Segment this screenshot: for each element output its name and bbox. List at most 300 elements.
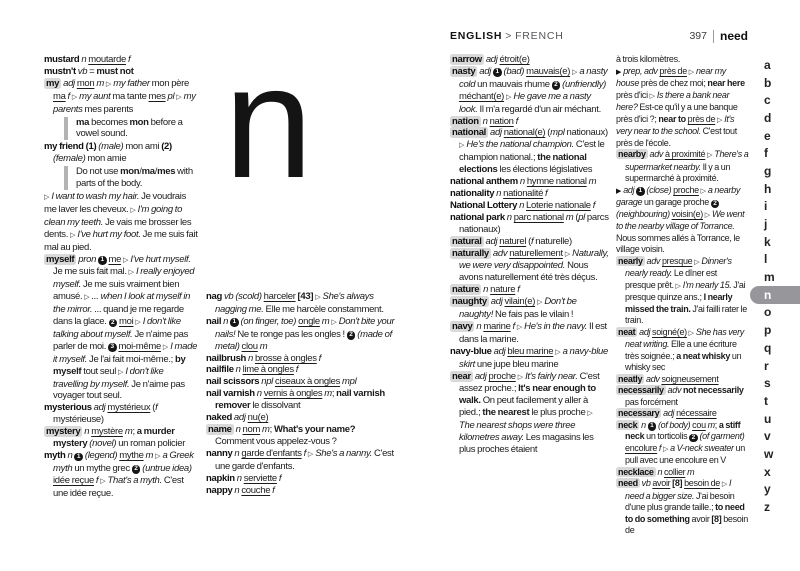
seg-num: 2 [132, 465, 141, 474]
dictionary-entry [206, 291, 396, 316]
dictionary-entry [450, 212, 610, 236]
seg-b: to need to do something [625, 502, 745, 524]
alphabet-tab-y[interactable]: y [764, 482, 771, 497]
seg-hw: (2) [161, 141, 172, 153]
seg-ex: I'm going to clean my teeth. [44, 203, 183, 228]
seg-fr: naturel [499, 235, 527, 247]
seg-hw: nail [206, 315, 222, 327]
seg-pos: n [221, 315, 231, 327]
seg-tx: / [154, 166, 158, 178]
seg-tri: ▷ [721, 481, 728, 488]
seg-fr: harceler [263, 291, 296, 302]
seg-hw: mustard [44, 54, 80, 65]
seg-b: mon [120, 166, 140, 178]
seg-pos: n [232, 484, 242, 496]
seg-fr: besoin de [684, 478, 721, 488]
seg-hwh: nation [452, 115, 479, 127]
seg-ex: Don't bite your nails! [215, 315, 395, 340]
seg-ex: She's always nagging me. [215, 291, 374, 315]
seg-ex: a navy-blue skirt [459, 345, 608, 370]
seg-fr: Loterie nationale [526, 199, 591, 211]
seg-ex: I'm nearly 15. [680, 279, 734, 290]
seg-ex: I don't like talking about myself. [53, 316, 181, 340]
seg-tx: with parts of the body. [76, 166, 193, 190]
seg-fr: vilain(e) [504, 296, 536, 308]
seg-hwh: nature [452, 284, 480, 296]
dictionary-entry [450, 127, 610, 176]
seg-ex: (female) [53, 153, 88, 165]
seg-g: f [657, 442, 663, 453]
seg-ex: I don't like travelling by myself. [53, 365, 164, 390]
seg-hwh: necessarily [618, 385, 664, 395]
seg-hwh: need [618, 478, 638, 488]
seg-hw: napkin [206, 472, 235, 484]
alphabet-tab-e[interactable]: e [764, 128, 771, 143]
seg-tx: ; [714, 419, 719, 430]
alphabet-tab-s[interactable]: s [764, 376, 771, 391]
seg-pos: prep, adv [621, 65, 660, 76]
seg-tx: Elle a une écriture très soignée.; [625, 339, 737, 361]
seg-g: f [316, 352, 321, 364]
seg-tri: ▷ [307, 450, 314, 458]
seg-b: mon [129, 116, 149, 128]
seg-fr: marine [483, 320, 511, 332]
seg-b: near here [707, 78, 745, 88]
seg-ex: (of body) [657, 419, 693, 430]
seg-tri: ▷ [331, 318, 337, 326]
seg-tx: Je n'aime pas voyager tout seul. [53, 378, 185, 402]
seg-tx: ma tante [112, 90, 149, 102]
seg-b: What's your name? [273, 423, 356, 435]
alphabet-tab-i[interactable]: i [764, 199, 768, 214]
seg-pos: adj [483, 235, 500, 247]
seg-ex: a nearby garage [616, 184, 741, 207]
dictionary-entry [206, 485, 396, 497]
seg-pos: n [655, 466, 664, 477]
seg-tx: un whisky sec [625, 350, 742, 372]
dictionary-entry [206, 448, 396, 473]
seg-num: 2 [109, 319, 118, 328]
seg-pos: adj [91, 402, 108, 414]
seg-fr: encolure [625, 442, 658, 453]
alphabet-tab-b[interactable]: b [764, 75, 772, 90]
seg-tx: ( [545, 127, 551, 139]
seg-g: f [65, 90, 72, 102]
seg-fr: mystérieux [107, 402, 151, 414]
seg-tx: Il est dans la marine. [459, 320, 607, 345]
dictionary-entry [616, 408, 749, 420]
alphabet-index [750, 56, 800, 516]
seg-tx: le dissolvant [250, 400, 301, 412]
seg-hwh: my [46, 77, 60, 89]
dictionary-entry [616, 54, 749, 66]
seg-ex: (scold) [235, 291, 264, 302]
seg-g: m [586, 176, 597, 188]
seg-pos: adj [491, 345, 508, 357]
seg-tx: un garage proche [644, 197, 711, 207]
seg-tri: ▷ [155, 453, 161, 460]
alphabet-tab-g[interactable]: g [764, 163, 772, 178]
dictionary-entry [450, 176, 610, 188]
seg-fr: bleu marine [507, 345, 554, 357]
alphabet-tab-p[interactable]: p [764, 323, 772, 338]
seg-hw: nag [206, 291, 222, 302]
seg-tx: Les magasins les plus proches étaient [459, 432, 594, 455]
seg-num: 2 [689, 434, 698, 443]
source-language: ENGLISH [450, 30, 503, 42]
dictionary-entry [44, 141, 200, 165]
seg-g: m [685, 466, 695, 477]
dictionary-entry [206, 412, 396, 424]
seg-tx: ; [331, 388, 337, 400]
seg-ref: [43] [297, 291, 314, 302]
guide-word: need [719, 29, 748, 43]
dictionary-entry [450, 54, 610, 66]
seg-tri: ▷ [717, 116, 723, 124]
section-letter: n [224, 32, 313, 211]
seg-tri: ▷ [135, 319, 141, 327]
seg-ex: (on finger, toe) [240, 315, 299, 327]
dictionary-entry [44, 66, 200, 78]
seg-hw: nailfile [206, 364, 234, 376]
dictionary-entry [450, 248, 610, 285]
seg-g: f [513, 115, 518, 127]
seg-pos: adv [647, 149, 665, 159]
seg-tx: Nous avons naturellement été très déçus. [459, 260, 598, 284]
seg-fr: mythe [119, 450, 144, 461]
seg-fr: serviette [243, 472, 277, 484]
seg-fr: méchant(e) [459, 90, 505, 102]
seg-arr: ▶ [616, 68, 622, 76]
seg-tx: J'ai failli rater le train. [625, 303, 747, 325]
seg-pos: adj [483, 54, 500, 65]
seg-b: not necessarily [682, 385, 744, 395]
seg-tx: pas forcément [625, 396, 678, 407]
seg-ref: [8] [672, 478, 683, 488]
seg-g: pl [165, 90, 177, 102]
seg-g: m [705, 419, 715, 430]
seg-tri: ▷ [649, 92, 656, 100]
seg-pos: adj [472, 370, 489, 382]
dictionary-entry [44, 402, 200, 426]
direction-chevron: > [505, 30, 513, 42]
seg-hwh: national [452, 127, 487, 139]
seg-pos: pron [76, 253, 99, 265]
dictionary-entry [44, 78, 200, 116]
seg-pos: n [246, 352, 255, 364]
seg-tri: ▷ [675, 282, 681, 290]
seg-tri: ▷ [537, 299, 543, 307]
seg-tx: Le dîner est presque prêt. [625, 268, 718, 290]
alphabet-tab-c[interactable]: c [764, 93, 771, 108]
seg-g: m [143, 450, 156, 461]
seg-tx: Ne te ronge pas les ongles ! [237, 328, 347, 340]
seg-tx: becomes [89, 116, 130, 128]
seg-ex: The nearest shops were three kilometres away. [459, 420, 576, 444]
seg-ex: (made of metal) [215, 328, 392, 352]
seg-tx: Je voudrais me laver les cheveux. [44, 190, 187, 215]
seg-ex: Naturally, we were very disappointed. [459, 247, 609, 272]
alphabet-tab-z[interactable]: z [764, 500, 770, 515]
alphabet-tab-a[interactable]: a [764, 57, 771, 72]
seg-tri: ▷ [123, 256, 129, 264]
seg-tx: C'est une garde d'enfants. [215, 447, 394, 472]
seg-g: f [155, 402, 158, 414]
seg-tx: une jupe bleu marine [476, 358, 559, 370]
seg-fr: presque [661, 255, 693, 266]
seg-tri: ▷ [688, 329, 695, 337]
seg-tx: Je l'ai fait moi-même.; [89, 353, 175, 365]
seg-hw: nail scissors [206, 376, 260, 388]
seg-num: 2 [711, 200, 720, 209]
seg-pos: n [82, 426, 92, 438]
seg-hw: myth [44, 450, 66, 461]
dictionary-entry [450, 200, 610, 212]
seg-tri: ▷ [704, 211, 711, 219]
dictionary-entry [206, 364, 396, 376]
seg-hwh: myself [46, 253, 75, 265]
seg-hw: nappy [206, 484, 233, 496]
dictionary-entry [206, 376, 396, 388]
seg-tx: Ne fais pas le vilain ! [495, 309, 574, 321]
seg-b: ma [141, 166, 155, 178]
seg-b: I nearly missed the train. [625, 292, 733, 314]
seg-b: near to [658, 113, 686, 124]
seg-ex: ... when I look at myself in the mirror. [53, 291, 191, 316]
page-guide [689, 29, 748, 43]
seg-fr: proche [673, 184, 699, 195]
seg-fr: mon [76, 77, 95, 89]
seg-tx: ... quand je me regarde dans la glace. [53, 304, 184, 328]
seg-fr: parc national [513, 211, 564, 223]
seg-ex: He gave me a nasty look. [459, 90, 591, 115]
seg-ex: my aunt [77, 90, 113, 102]
seg-ex: I need a bigger size. [625, 478, 732, 501]
seg-fr: garde d'enfants [241, 447, 302, 459]
alphabet-tab-v[interactable]: v [764, 429, 771, 444]
seg-tx: Je me suis vraiment bien amusé. [53, 279, 180, 303]
seg-ex: (legend) [84, 450, 120, 461]
seg-ex: He's in the navy. [522, 320, 590, 332]
seg-tri: ▷ [44, 193, 50, 201]
seg-fr: à proximité [664, 149, 706, 159]
seg-g: mpl [340, 376, 357, 388]
alphabet-tab-n[interactable]: n [750, 286, 800, 304]
seg-hwh: nasty [452, 65, 476, 77]
seg-tri: ▷ [506, 93, 512, 101]
seg-pos: adj [477, 65, 493, 77]
seg-tx: avoir [689, 513, 712, 524]
seg-b: a stiff neck [625, 419, 741, 441]
seg-pos: n [480, 115, 490, 127]
seg-hwh: natural [452, 235, 482, 247]
dictionary-entry [616, 66, 749, 150]
seg-g: m [122, 426, 133, 438]
seg-tri: ▷ [555, 348, 561, 356]
usage-note [64, 166, 200, 190]
seg-tri: ▷ [162, 343, 169, 351]
seg-hwh: necklace [618, 466, 654, 477]
seg-tx: = [89, 65, 97, 77]
seg-fr: nationalité [503, 187, 544, 199]
seg-pos: n [494, 187, 504, 199]
dictionary-entry [616, 149, 749, 185]
seg-fr: mauvais(e) [526, 65, 571, 77]
dictionary-entry [450, 321, 610, 346]
seg-fr: proche [488, 370, 516, 382]
seg-pos: n [232, 447, 242, 459]
seg-fr: étroit(e) [499, 54, 530, 65]
seg-ex: my father [111, 77, 152, 89]
seg-pos: n [517, 176, 527, 188]
seg-pos: n [517, 199, 526, 211]
seg-tx: ; [269, 423, 274, 435]
seg-hw: nanny [206, 447, 233, 459]
seg-b: mes [157, 166, 176, 178]
dictionary-entry [206, 316, 396, 353]
seg-tri: ▷ [516, 323, 523, 331]
seg-num: 3 [108, 343, 117, 352]
seg-b: the national elections [459, 152, 587, 176]
seg-fr: hymne national [526, 176, 587, 188]
seg-b: must not [96, 65, 134, 77]
seg-g: f [510, 320, 517, 332]
seg-num: 2 [552, 81, 561, 90]
dictionary-entry [616, 327, 749, 374]
seg-pos: n [233, 423, 243, 435]
seg-b: by myself [53, 353, 186, 377]
seg-b: a murder mystery [53, 426, 175, 450]
alphabet-tab-q[interactable]: q [764, 340, 772, 355]
seg-pos: vb [75, 65, 90, 77]
seg-ex: She has very neat writing. [625, 326, 744, 349]
seg-pos: adv [644, 255, 662, 266]
seg-hwh: necessary [618, 408, 660, 418]
seg-tx: C'est une idée reçue. [53, 474, 184, 499]
seg-tri: ▷ [517, 373, 524, 381]
seg-num: 2 [347, 331, 356, 340]
seg-hwh: naughty [452, 296, 487, 308]
seg-tri: ▷ [572, 68, 578, 76]
dictionary-entry [450, 66, 610, 116]
dictionary-entry [44, 54, 200, 66]
alphabet-tab-d[interactable]: d [764, 110, 772, 125]
dictionary-entry [450, 116, 610, 128]
alphabet-tab-h[interactable]: h [764, 181, 772, 196]
seg-pos: npl [259, 376, 275, 388]
seg-fr: vernis à ongles [263, 388, 323, 400]
seg-g: f [293, 364, 299, 376]
seg-tri: ▷ [176, 93, 182, 101]
seg-tri: ▷ [84, 294, 90, 302]
dictionary-entry [616, 185, 749, 256]
seg-tri: ▷ [587, 410, 593, 418]
alphabet-tab-w[interactable]: w [764, 446, 774, 461]
seg-hw: mustn't [44, 65, 76, 77]
seg-fr: mystère [91, 426, 123, 438]
seg-pos: adj [488, 296, 505, 308]
alphabet-tab-j[interactable]: j [764, 217, 768, 232]
dictionary-entry [450, 296, 610, 321]
seg-num: 1 [636, 187, 645, 196]
seg-ex: It's fairly near. [523, 370, 580, 382]
alphabet-tab-k[interactable]: k [764, 234, 771, 249]
seg-tri: ▷ [105, 80, 112, 88]
alphabet-tab-f[interactable]: f [764, 146, 768, 161]
alphabet-tab-o[interactable]: o [764, 305, 772, 320]
seg-pos: n [79, 54, 89, 65]
seg-pos: vb [222, 291, 236, 302]
seg-b: a neat whisky [676, 350, 731, 361]
dictionary-entry [450, 236, 610, 248]
seg-hwh: name [208, 423, 232, 435]
seg-hw: nailbrush [206, 352, 247, 364]
seg-fr: nu(e) [247, 412, 269, 424]
seg-pos: n [639, 419, 648, 430]
seg-tx: Il m'a regardé d'un air méchant. [479, 103, 601, 115]
seg-tx: ( [573, 211, 579, 223]
alphabet-tab-r[interactable]: r [764, 358, 769, 373]
seg-ex: (unfriendly) [562, 78, 607, 90]
seg-tri: ▷ [118, 368, 124, 376]
seg-tx: à trois kilomètres. [616, 54, 681, 64]
seg-ex: That's a myth. [105, 474, 164, 486]
seg-tx: Je me suis fait mal au pied. [44, 228, 198, 253]
seg-fr: ciseaux à ongles [274, 376, 341, 388]
seg-tx: mystérieuse) [53, 414, 104, 426]
alphabet-tab-t[interactable]: t [764, 393, 768, 408]
alphabet-tab-u[interactable]: u [764, 411, 772, 426]
seg-hw: national park [450, 211, 505, 223]
alphabet-tab-l[interactable]: l [764, 252, 768, 267]
seg-tx: près de chez moi; [640, 78, 708, 88]
seg-fr: moi [119, 316, 134, 328]
seg-ex: There's a supermarket nearby. [625, 149, 749, 172]
seg-hw: national anthem [450, 176, 518, 188]
seg-hwh: near [452, 370, 471, 382]
seg-tri: ▷ [71, 93, 78, 101]
seg-arr: ▶ [616, 187, 622, 195]
seg-fr: cou [692, 419, 706, 430]
seg-ex: (of garment) [699, 431, 745, 441]
seg-g: f [301, 447, 308, 459]
dictionary-entry [206, 353, 396, 365]
seg-tx: un pull avec une encolure en V [625, 442, 745, 465]
seg-hwh: nearly [618, 255, 643, 266]
seg-hwh: mystery [46, 426, 81, 438]
seg-ex: (male) [98, 141, 126, 153]
seg-tx: parcs nationaux) [459, 211, 609, 235]
seg-fr: me [108, 253, 122, 265]
alphabet-tab-x[interactable]: x [764, 464, 771, 479]
dictionary-entry [44, 191, 200, 254]
seg-hw: National Lottery [450, 199, 518, 211]
seg-ex: I've hurt myself. [128, 253, 191, 265]
usage-note [64, 117, 200, 141]
seg-pos: n [254, 388, 264, 400]
seg-hwh: navy [452, 320, 473, 332]
alphabet-tab-m[interactable]: m [764, 270, 775, 285]
seg-tx: mon amie [87, 153, 127, 165]
dictionary-entry [44, 254, 200, 403]
seg-tx: Est-ce qu'il y a une banque près d'ici ?; [616, 102, 738, 124]
seg-g: m [257, 340, 268, 352]
seg-ex: I want to wash my hair. [49, 190, 142, 202]
seg-fr: avoir [652, 478, 671, 488]
seg-hwh: neck [618, 419, 638, 430]
seg-b: It's near enough to walk. [459, 383, 596, 407]
seg-fr: nom [242, 423, 261, 435]
